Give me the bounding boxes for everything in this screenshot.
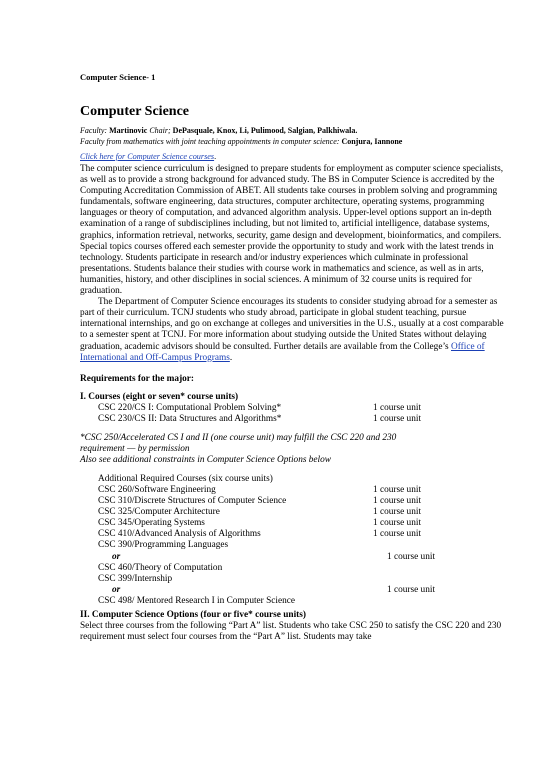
course-name: CSC 310/Discrete Structures of Computer Science xyxy=(98,496,287,507)
abroad-paragraph xyxy=(80,297,510,364)
course-name: CSC 230/CS II: Data Structures and Algorithms* xyxy=(98,413,282,424)
faculty-label: Faculty: xyxy=(80,126,108,135)
course-row xyxy=(80,529,510,540)
joint-faculty-line xyxy=(80,137,510,148)
course-row xyxy=(80,485,510,496)
course-name: CSC 325/Computer Architecture xyxy=(98,507,220,518)
course-units: 1 course unit xyxy=(373,484,422,495)
international-programs-link[interactable]: Office of International and Off-Campus Programs xyxy=(80,341,485,363)
course-row xyxy=(80,563,510,574)
joint-faculty-members: Conjura, Iannone xyxy=(341,136,403,146)
course-name: CSC 260/Software Engineering xyxy=(98,484,216,495)
course-units: 1 course unit xyxy=(373,402,422,413)
courses-link-line xyxy=(80,151,510,162)
intro-paragraph: The computer science curriculum is designed to prepare students for employment as computer science specialists, as well as to provide a strong background for advanced study. The BS in Computer Science is accredited by the Computing Accreditation Commission of ABET. All students take courses in problem solving and programming fundamentals, software engineering, data structures, computer architecture, operating systems, programming languages or theory of computation, and advanced algorithm analysis. Upper-level options support an in-depth examination of a range of subdisciplines including, but not limited to, artificial intelligence, database systems, graphics, information retrieval, networks, security, game design and development, bioinformatics, and compilers. Special topics courses offered each semester provide the opportunity to study and work with the latest trends in technology. Students participate in research and/or industry experiences which culminate in professional presentations. Students balance their studies with course work in mathematics and science, as well as in arts, humanities, history, and other disciplines in social sciences. A minimum of 32 course units is required for graduation. xyxy=(80,164,504,297)
course-units: 1 course unit xyxy=(373,507,422,518)
course-units: 1 course unit xyxy=(387,584,436,595)
course-name: CSC 220/CS I: Computational Problem Solving* xyxy=(98,402,282,413)
course-choice-or-row xyxy=(80,585,510,596)
course-units: 1 course unit xyxy=(373,529,422,540)
section2-heading: II. Computer Science Options (four or five* course units) xyxy=(80,610,306,620)
course-name: CSC 390/Programming Languages xyxy=(98,540,229,551)
note-line: Also see additional constraints in Computer Science Options below xyxy=(80,454,331,465)
course-units: 1 course unit xyxy=(373,518,422,529)
abroad-text: The Department of Computer Science encourages its students to consider studying abroad for a semester as part of their curriculum. TCNJ students who study abroad, participate in global student teaching, pursue international internships, and go on exchange at colleges and universities in the U.S., usually at a cost comparable to a semester spent at TCNJ. For more information about studying outside the United States without delaying graduation, academic advisors should be consulted. Further details are available from the College’s xyxy=(80,297,504,352)
course-units: 1 course unit xyxy=(373,496,422,507)
course-units: 1 course unit xyxy=(373,413,422,424)
note-line: *CSC 250/Accelerated CS I and II (one course unit) may fulfill the CSC 220 and 230 xyxy=(80,432,397,443)
page-title: Computer Science xyxy=(80,104,189,119)
abroad-suffix: . xyxy=(229,352,233,363)
course-name: CSC 460/Theory of Computation xyxy=(98,562,223,573)
course-name: CSC 410/Advanced Analysis of Algorithms xyxy=(98,529,261,540)
course-name: CSC 399/Internship xyxy=(98,573,173,584)
course-row xyxy=(80,596,510,607)
faculty-line xyxy=(80,126,510,137)
additional-courses-heading: Additional Required Courses (six course units) xyxy=(98,473,273,484)
course-row xyxy=(80,496,510,507)
course-row xyxy=(80,574,510,585)
note-line: requirement — by permission xyxy=(80,443,190,454)
running-header: Computer Science- 1 xyxy=(80,72,156,82)
course-row xyxy=(80,403,510,414)
csc250-note xyxy=(80,433,510,466)
course-row xyxy=(80,518,510,529)
courses-link-suffix: . xyxy=(214,152,217,161)
faculty-members: DePasquale, Knox, Li, Pulimood, Salgian, Palkhiwala. xyxy=(172,126,358,135)
faculty-chair-name: Martinovic xyxy=(109,126,148,135)
courses-link[interactable]: Click here for Computer Science courses xyxy=(80,152,215,161)
course-row xyxy=(80,507,510,518)
course-row xyxy=(80,540,510,551)
faculty-chair-label: Chair; xyxy=(149,126,171,135)
requirements-heading: Requirements for the major: xyxy=(80,373,195,384)
joint-faculty-label: Faculty from mathematics with joint teaching appointments in computer science: xyxy=(80,136,340,146)
document-page xyxy=(80,70,510,643)
course-units: 1 course unit xyxy=(387,551,436,562)
course-row xyxy=(80,414,510,425)
section1-heading: I. Courses (eight or seven* course units) xyxy=(80,391,239,402)
or-label: or xyxy=(112,551,121,562)
course-choice-or-row xyxy=(80,552,510,563)
course-name: CSC 498/ Mentored Research I in Computer Science xyxy=(98,595,296,606)
section2-text: Select three courses from the following “Part A” list. Students who take CSC 250 to satisfy the CSC 220 and 230 requirement must select four courses from the “Part A” list. Students may take xyxy=(80,621,502,643)
or-label: or xyxy=(112,584,121,595)
course-name: CSC 345/Operating Systems xyxy=(98,518,205,529)
